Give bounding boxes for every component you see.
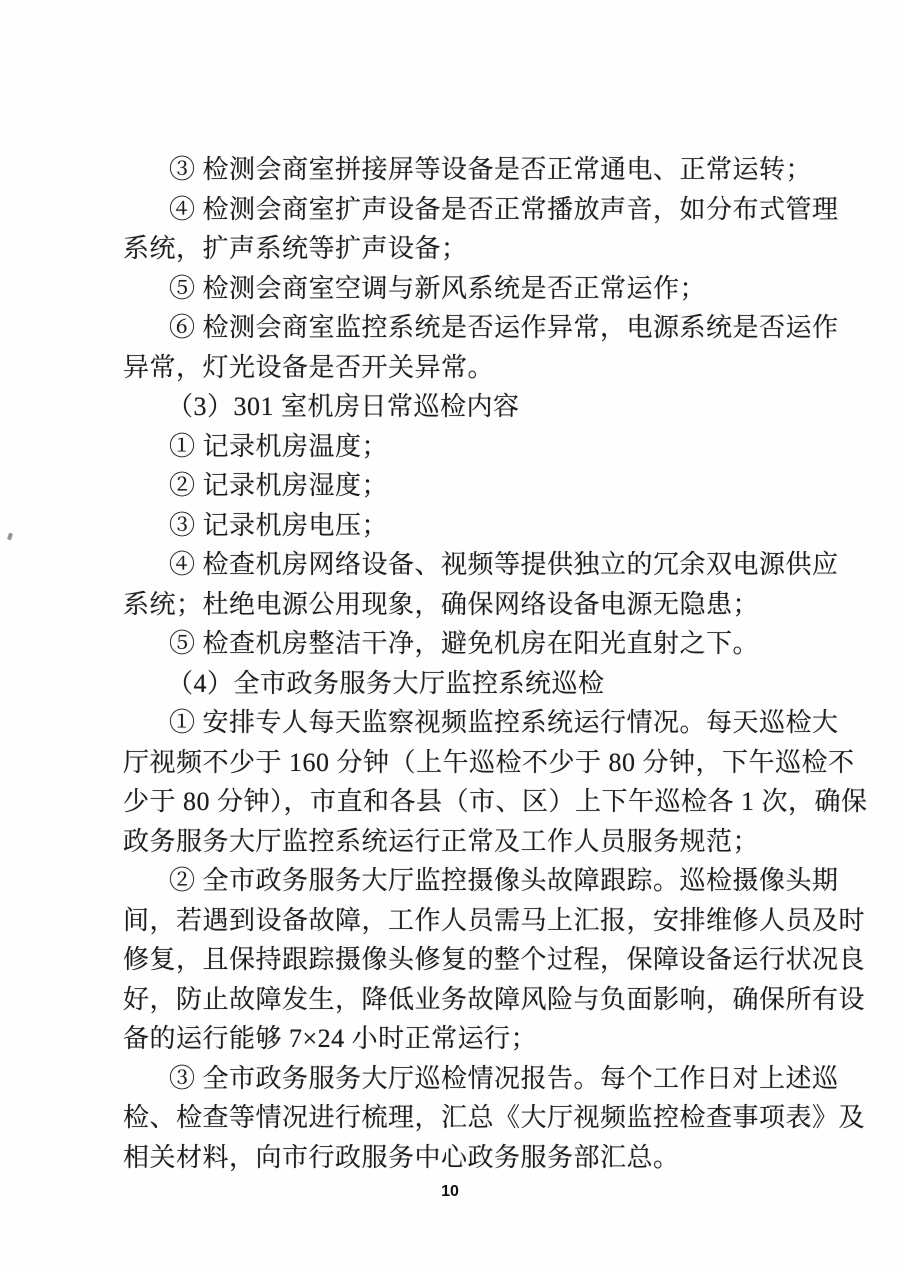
document-body — [123, 150, 868, 1177]
text-line: 好，防止故障发生，降低业务故障风险与负面影响，确保所有设 — [123, 984, 866, 1014]
text-line: ② 记录机房湿度； — [169, 471, 389, 500]
text-line: （3）301 室机房日常巡检内容 — [167, 392, 520, 421]
text-line: （4）全市政务服务大厅监控系统巡检 — [167, 668, 605, 698]
text-line: 检、检查等情况进行梳理，汇总《大厅视频监控检查事项表》及 — [123, 1103, 866, 1132]
text-line: ⑤ 检测会商室空调与新风系统是否正常运作； — [169, 273, 707, 303]
text-line: 系统，扩声系统等扩声设备； — [123, 234, 468, 263]
text-line: 少于 80 分钟），市直和各县（市、区）上下午巡检各 1 次，确保 — [123, 787, 868, 816]
text-line: 间，若遇到设备故障，工作人员需马上汇报，安排维修人员及时 — [123, 905, 866, 935]
page-number: 10 — [441, 1183, 459, 1200]
text-line: ④ 检测会商室扩声设备是否正常播放声音，如分布式管理 — [169, 194, 839, 224]
text-line: ① 记录机房温度； — [169, 431, 389, 461]
text-line: 修复，且保持跟踪摄像头修复的整个过程，保障设备运行状况良 — [123, 945, 866, 974]
text-line: ① 安排专人每天监察视频监控系统运行情况。每天巡检大 — [169, 708, 839, 737]
text-line: ② 全市政务服务大厅监控摄像头故障跟踪。巡检摄像头期 — [169, 866, 839, 895]
text-line: ③ 全市政务服务大厅巡检情况报告。每个工作日对上述巡 — [169, 1063, 839, 1093]
text-line: ③ 记录机房电压； — [169, 510, 389, 540]
text-line: 相关材料，向市行政服务中心政务服务部汇总。 — [123, 1142, 680, 1172]
text-line: 系统；杜绝电源公用现象，确保网络设备电源无隐患； — [123, 589, 760, 619]
text-line: ④ 检查机房网络设备、视频等提供独立的冗余双电源供应 — [169, 550, 839, 579]
text-line: 厅视频不少于 160 分钟（上午巡检不少于 80 分钟，下午巡检不 — [123, 747, 855, 777]
text-line: ⑥ 检测会商室监控系统是否运作异常，电源系统是否运作 — [169, 313, 839, 342]
text-line: ③ 检测会商室拼接屏等设备是否正常通电、正常运转； — [169, 155, 813, 184]
text-line: ⑤ 检查机房整洁干净，避免机房在阳光直射之下。 — [169, 629, 760, 658]
text-line: 异常，灯光设备是否开关异常。 — [123, 352, 495, 382]
scan-speckle-artifact — [7, 533, 13, 541]
text-line: 备的运行能够 7×24 小时正常运行； — [123, 1024, 538, 1053]
text-line: 政务服务大厅监控系统运行正常及工作人员服务规范； — [123, 826, 760, 856]
